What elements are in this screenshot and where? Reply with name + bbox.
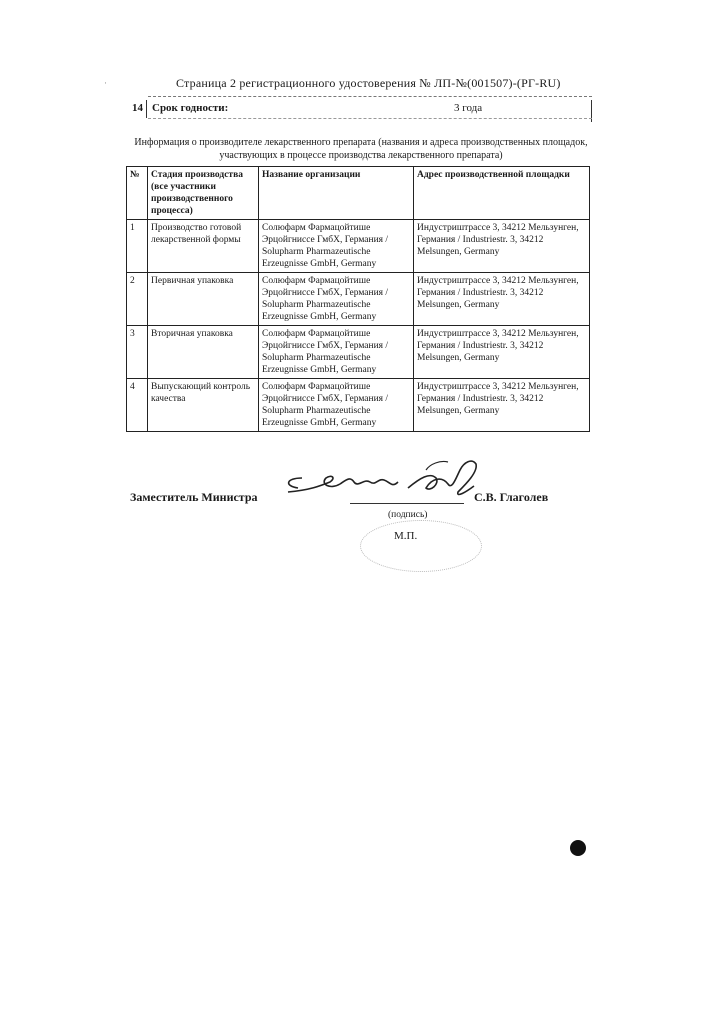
table-row — [127, 379, 590, 432]
table-header-row — [127, 167, 590, 220]
row-number: 14 — [132, 102, 143, 114]
cell-address: Индустриштрассе 3, 34212 Мельзунген, Германия / Industriestr. 3, 34212 Melsungen, Germany — [414, 379, 590, 432]
cell-stage: Вторичная упаковка — [148, 326, 259, 379]
header-number: № — [127, 167, 148, 220]
cell-address: Индустриштрассе 3, 34212 Мельзунген, Германия / Industriestr. 3, 34212 Melsungen, Germany — [414, 220, 590, 273]
table-row — [127, 273, 590, 326]
stamp-label: М.П. — [394, 530, 418, 542]
cell-organization: Солюфарм Фармацойтише Эрцойгниссе ГмбХ, Германия / Solupharm Pharmazeutische Erzeugnisse GmbH, Germany — [259, 379, 414, 432]
cell-number: 2 — [127, 273, 148, 326]
handwritten-signature — [280, 448, 500, 508]
shelf-life-label: Срок годности: — [152, 102, 229, 114]
row-top-dashed-line — [148, 96, 592, 97]
signatory-name: С.В. Глаголев — [474, 490, 549, 504]
signatory-position: Заместитель Министра — [130, 490, 258, 504]
row-bottom-dashed-line — [148, 118, 592, 119]
table-row — [127, 326, 590, 379]
header-organization: Название организации — [259, 167, 414, 220]
signature-caption: (подпись) — [388, 510, 428, 520]
header-address: Адрес производственной площадки — [414, 167, 590, 220]
stray-mark: · — [104, 78, 107, 88]
shelf-life-row — [132, 102, 592, 122]
cell-organization: Солюфарм Фармацойтише Эрцойгниссе ГмбХ, Германия / Solupharm Pharmazeutische Erzeugnisse GmbH, Germany — [259, 220, 414, 273]
manufacturer-info-heading: Информация о производителе лекарственного препарата (названия и адреса производственных площадок, участвующих в процессе производства лекарственного препарата) — [134, 137, 588, 161]
signature-line — [350, 503, 464, 504]
stamp-impression — [360, 520, 482, 572]
cell-organization: Солюфарм Фармацойтише Эрцойгниссе ГмбХ, Германия / Solupharm Pharmazeutische Erzeugnisse GmbH, Germany — [259, 273, 414, 326]
header-stage: Стадия производства (все участники производственного процесса) — [148, 167, 259, 220]
cell-stage: Выпускающий контроль качества — [148, 379, 259, 432]
cell-stage: Производство готовой лекарственной формы — [148, 220, 259, 273]
row-divider — [146, 100, 147, 118]
page-header: Страница 2 регистрационного удостоверения № ЛП-№(001507)-(РГ-RU) — [176, 76, 561, 90]
shelf-life-value: 3 года — [454, 102, 483, 114]
cell-organization: Солюфарм Фармацойтише Эрцойгниссе ГмбХ, Германия / Solupharm Pharmazeutische Erzeugnisse GmbH, Germany — [259, 326, 414, 379]
cell-number: 1 — [127, 220, 148, 273]
page-marker-dot — [570, 840, 586, 856]
cell-address: Индустриштрассе 3, 34212 Мельзунген, Германия / Industriestr. 3, 34212 Melsungen, Germany — [414, 273, 590, 326]
table-row — [127, 220, 590, 273]
cell-number: 4 — [127, 379, 148, 432]
cell-number: 3 — [127, 326, 148, 379]
manufacturer-table — [126, 166, 590, 432]
cell-stage: Первичная упаковка — [148, 273, 259, 326]
cell-address: Индустриштрассе 3, 34212 Мельзунген, Германия / Industriestr. 3, 34212 Melsungen, Germany — [414, 326, 590, 379]
